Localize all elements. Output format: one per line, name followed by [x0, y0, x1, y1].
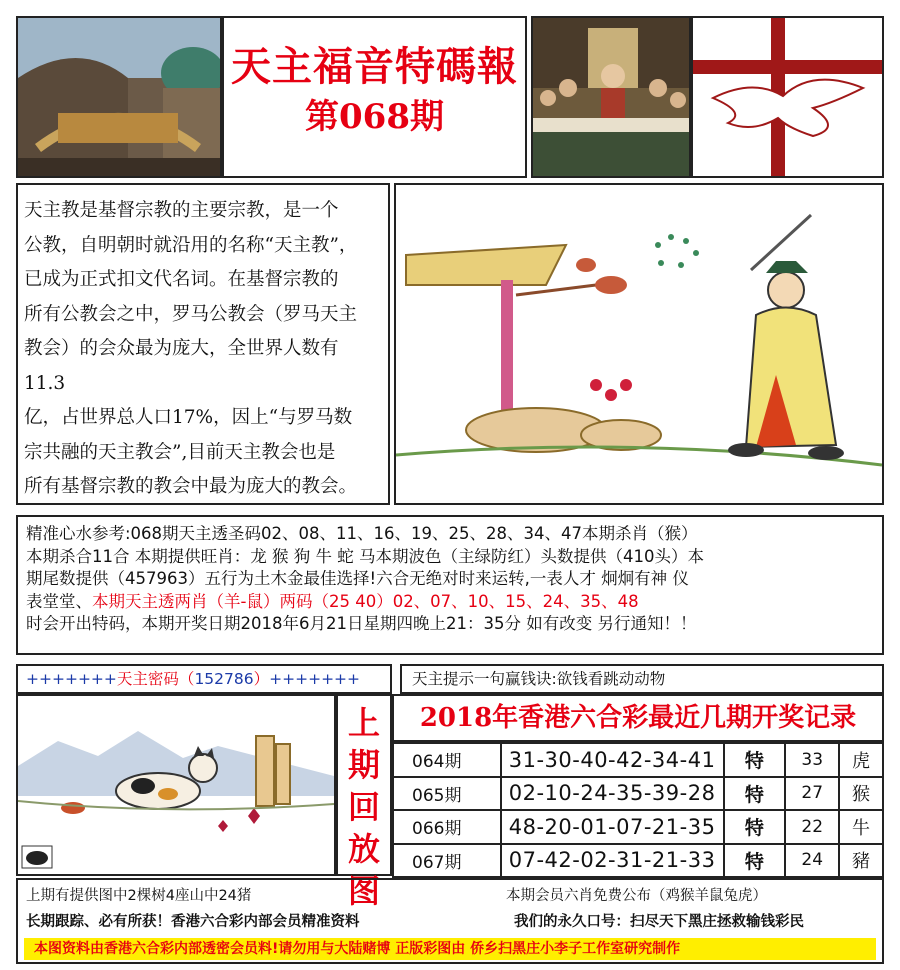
cat-cartoon-box [16, 694, 336, 876]
intro-line: 亿，占世界总人口17%，因上“与罗马数 [24, 407, 353, 428]
replay-char: 期 [347, 746, 380, 784]
intro-line: 教会）的会众最为庞大，全世界人数有11.3 [24, 338, 339, 394]
zodiac-cell: 猴 [839, 777, 883, 811]
table-row [393, 810, 883, 844]
numbers-cell: 07-42-02-31-21-33 [501, 844, 724, 878]
secret-prefix: +++++++ [26, 670, 117, 688]
special-label-cell: 特 [724, 777, 786, 811]
special-label-cell: 特 [724, 844, 786, 878]
footer [16, 878, 884, 964]
numbers-cell: 48-20-01-07-21-35 [501, 810, 724, 844]
period-cell: 067期 [393, 844, 501, 878]
issue-number: 第068期 [305, 97, 444, 137]
zodiac-cell: 豬 [839, 844, 883, 878]
info-text: 表堂堂、 [26, 591, 92, 611]
footer-slogan-left: 长期跟踪、必有所获！香港六合彩内部会员精准资料 [26, 914, 360, 930]
zodiac-cell: 牛 [839, 810, 883, 844]
numbers-cell: 02-10-24-35-39-28 [501, 777, 724, 811]
info-line: 时会开出特码，本期开奖日期2018年6月21日星期四晚上21：35分 如有改变 另行通知！！ [26, 614, 697, 633]
special-number-cell: 22 [785, 810, 839, 844]
scholar-cartoon-box [394, 183, 884, 505]
cross-dove-icon [693, 18, 884, 178]
records-table [392, 742, 884, 878]
last-supper-illustration [533, 18, 691, 178]
footer-banner: 本图资料由香港六合彩内部透密会员料!请勿用与大陆赌博 正版彩图由 侨乡扫黑庄小李子工作室研究制作 [24, 938, 876, 960]
page-title: 天主福音特碼報 [231, 43, 518, 90]
secret-code-bar [16, 664, 392, 694]
cross-dove-image [691, 16, 884, 178]
info-block [16, 515, 884, 655]
last-supper-image [531, 16, 691, 178]
church-image [16, 16, 222, 178]
footer-slogan-right: 我们的永久口号：扫尽天下黑庄拯救输钱彩民 [514, 914, 804, 930]
table-row [393, 743, 883, 777]
info-highlight: 本期天主透两肖（羊-鼠）两码（25 40）02、07、10、15、24、35、48 [92, 591, 639, 611]
cat-cartoon [18, 696, 334, 874]
special-number-cell: 27 [785, 777, 839, 811]
period-cell: 065期 [393, 777, 501, 811]
intro-text [18, 188, 386, 506]
title-box [222, 16, 527, 178]
numbers-cell: 31-30-40-42-34-41 [501, 743, 724, 777]
intro-line: 所有公教会之中，罗马公教会（罗马天主 [24, 303, 358, 325]
records-title: 2018年香港六合彩最近几期开奖记录 [392, 694, 884, 742]
table-row [393, 844, 883, 878]
replay-char: 图 [347, 872, 380, 910]
last-period-replay-label [336, 694, 392, 910]
info-line: 本期杀合11合 本期提供旺肖：龙 猴 狗 牛 蛇 马本期波色（主绿防红）头数提供（410头）本 [26, 546, 704, 566]
intro-line: 所有基督宗教的教会中最为庞大的教会。 [24, 476, 358, 497]
footer-hint-left: 上期有提供图中2棵树4座山中24猪 [26, 888, 252, 904]
intro-line: 天主教是基督宗教的主要宗教，是一个 [24, 200, 339, 221]
info-line [26, 591, 874, 614]
church-illustration [18, 18, 222, 178]
hint-bar: 天主提示一句赢钱诀:欲钱看跳动动物 [400, 664, 884, 694]
special-number-cell: 24 [785, 844, 839, 878]
info-line: 期尾数提供（457963）五行为土木金最佳选择!六合无绝对时来运转,一表人才 炯炯有神 仪 [26, 569, 689, 588]
replay-char: 上 [347, 704, 380, 742]
zodiac-cell: 虎 [839, 743, 883, 777]
info-line: 精准心水参考:068期天主透圣码02、08、11、16、19、25、28、34、47本期杀肖（猴） [26, 524, 698, 543]
special-label-cell: 特 [724, 810, 786, 844]
special-number-cell: 33 [785, 743, 839, 777]
intro-line: 宗共融的天主教会”,目前天主教会也是 [24, 441, 336, 463]
replay-char: 放 [347, 830, 380, 868]
special-label-cell: 特 [724, 743, 786, 777]
secret-label: 天主密码（ [116, 670, 195, 688]
replay-char: 回 [347, 788, 380, 826]
intro-line: 公教，自明朝时就沿用的名称“天主教”， [24, 234, 358, 256]
table-row [393, 777, 883, 811]
scholar-cartoon [396, 185, 882, 503]
period-cell: 066期 [393, 810, 501, 844]
secret-paren: ） [253, 670, 270, 688]
footer-hint-right: 本期会员六肖免费公布（鸡猴羊鼠兔虎） [506, 888, 767, 904]
secret-code: 152786 [194, 670, 254, 688]
intro-line: 已成为正式扣文代名词。在基督宗教的 [24, 269, 339, 290]
period-cell: 064期 [393, 743, 501, 777]
secret-suffix: +++++++ [269, 670, 361, 688]
